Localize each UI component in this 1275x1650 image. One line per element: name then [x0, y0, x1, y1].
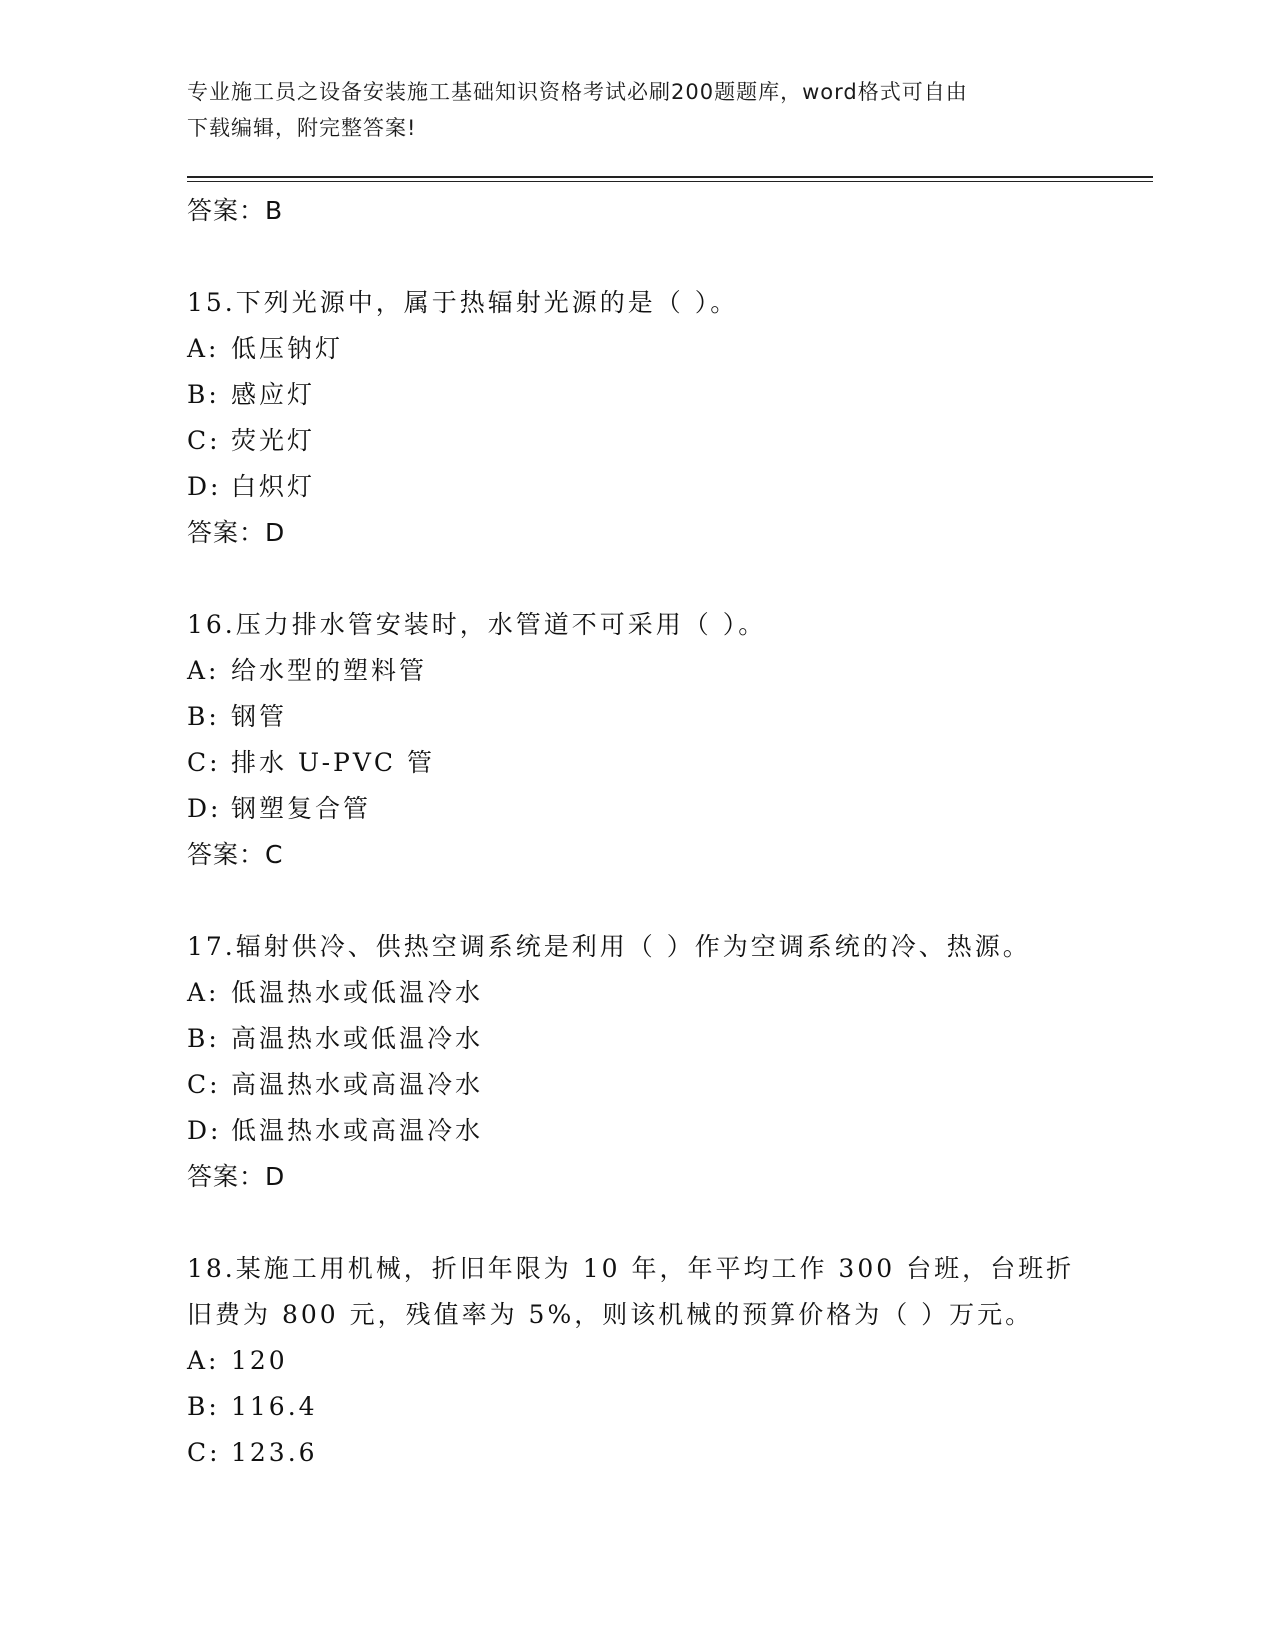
- option-label: B:: [187, 1024, 220, 1053]
- option-label: C:: [187, 1438, 221, 1467]
- option-text: 荧光灯: [231, 426, 316, 455]
- option-c: [187, 418, 1087, 464]
- option-label: A:: [187, 1346, 220, 1375]
- option-d: [187, 1108, 1087, 1154]
- question-stem-line-1: 18.某施工用机械，折旧年限为 10 年，年平均工作 300 台班，台班折: [187, 1254, 1075, 1283]
- option-text: 低温热水或低温冷水: [231, 978, 484, 1007]
- option-label: A:: [187, 978, 220, 1007]
- question-item-18: [187, 1246, 1087, 1476]
- spacer: [187, 878, 1087, 924]
- header-line-2: 下载编辑，附完整答案!: [187, 116, 417, 140]
- option-text: 低压钠灯: [231, 334, 344, 363]
- option-a: [187, 326, 1087, 372]
- option-label: C:: [187, 1070, 221, 1099]
- previous-answer: 答案：B: [187, 196, 284, 225]
- option-label: A:: [187, 656, 220, 685]
- option-a: [187, 648, 1087, 694]
- document-header: [187, 74, 1087, 146]
- option-d: [187, 464, 1087, 510]
- spacer: [187, 1200, 1087, 1246]
- question-item-16: [187, 602, 1087, 878]
- option-a: [187, 1338, 1087, 1384]
- question-answer: 答案：D: [187, 518, 286, 547]
- option-text: 高温热水或高温冷水: [231, 1070, 484, 1099]
- option-text: 120: [231, 1346, 288, 1375]
- option-b: [187, 372, 1087, 418]
- option-label: B:: [187, 380, 220, 409]
- option-text: 123.6: [231, 1438, 318, 1467]
- option-label: B:: [187, 702, 220, 731]
- header-line-1: 专业施工员之设备安装施工基础知识资格考试必刷200题题库，word格式可自由: [187, 80, 968, 104]
- question-stem: 16.压力排水管安装时，水管道不可采用（ ）。: [187, 610, 767, 639]
- option-c: [187, 1430, 1087, 1476]
- option-text: 高温热水或低温冷水: [231, 1024, 484, 1053]
- question-answer: 答案：D: [187, 1162, 286, 1191]
- option-label: C:: [187, 748, 221, 777]
- question-item-17: [187, 924, 1087, 1200]
- option-label: D:: [187, 794, 222, 823]
- question-answer: 答案：C: [187, 840, 284, 869]
- spacer: [187, 234, 1087, 280]
- question-stem: 17.辐射供冷、供热空调系统是利用（ ）作为空调系统的冷、热源。: [187, 932, 1031, 961]
- option-text: 钢塑复合管: [231, 794, 372, 823]
- header-rule-thin: [187, 181, 1153, 182]
- question-list: [187, 188, 1087, 1476]
- option-c: [187, 740, 1087, 786]
- option-text: 钢管: [231, 702, 288, 731]
- option-text: 低温热水或高温冷水: [231, 1116, 484, 1145]
- option-text: 给水型的塑料管: [231, 656, 428, 685]
- option-text: 白炽灯: [231, 472, 316, 501]
- option-label: A:: [187, 334, 220, 363]
- option-text: 感应灯: [231, 380, 316, 409]
- option-b: [187, 1016, 1087, 1062]
- option-c: [187, 1062, 1087, 1108]
- option-d: [187, 786, 1087, 832]
- option-label: B:: [187, 1392, 220, 1421]
- option-label: D:: [187, 472, 222, 501]
- spacer: [187, 556, 1087, 602]
- option-b: [187, 1384, 1087, 1430]
- header-rule-thick: [187, 176, 1153, 178]
- option-label: C:: [187, 426, 221, 455]
- option-text: 排水 U-PVC 管: [231, 748, 435, 777]
- question-stem-line-2: 旧费为 800 元，残值率为 5%，则该机械的预算价格为（ ）万元。: [187, 1300, 1034, 1329]
- question-stem: 15.下列光源中，属于热辐射光源的是（ ）。: [187, 288, 739, 317]
- question-item-15: [187, 280, 1087, 556]
- option-b: [187, 694, 1087, 740]
- option-text: 116.4: [231, 1392, 318, 1421]
- option-label: D:: [187, 1116, 222, 1145]
- option-a: [187, 970, 1087, 1016]
